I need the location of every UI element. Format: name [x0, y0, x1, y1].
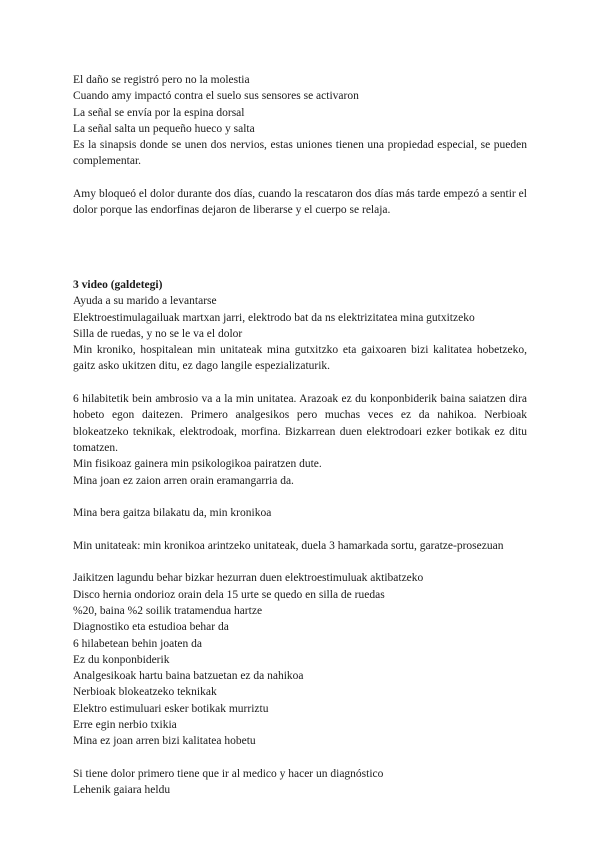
text-line: La señal salta un pequeño hueco y salta [73, 122, 255, 135]
list-item: Erre egin nerbio txikia [73, 718, 177, 731]
text-line: Ayuda a su marido a levantarse [73, 295, 217, 308]
spacer [73, 170, 527, 186]
min-kroniko-paragraph: Min kroniko, hospitalean min unitateak mina gutxitzko eta gaixoaren bizi kalitatea hobetzeko, gaitz asko ukitzen ditu, ez dago langile espezializaturik. [73, 344, 527, 373]
text-line: La señal se envía por la espina dorsal [73, 106, 245, 119]
text-line: Cuando amy impactó contra el suelo sus sensores se activaron [73, 90, 359, 103]
text-line: Mina joan ez zaion arren orain eramangarria da. [73, 474, 294, 487]
text-line: Silla de ruedas, y no se le va el dolor [73, 327, 243, 340]
amy-paragraph: Amy bloqueó el dolor durante dos días, cuando la rescataron dos días más tarde empezó a sentir el dolor porque las endorfinas dejaron de liberarse y el cuerpo se relaja. [73, 188, 527, 217]
list-item: Disco hernia ondorioz orain dela 15 urte se quedo en silla de ruedas [73, 588, 385, 601]
text-line: Elektroestimulagailuak martxan jarri, elektrodo bat da ns elektrizitatea mina gutxitzeko [73, 311, 475, 324]
spacer [73, 261, 527, 277]
spacer [73, 521, 527, 537]
document-body [73, 72, 527, 798]
text-line: Mina bera gaitza bilakatu da, min kronikoa [73, 507, 272, 520]
list-item: Nerbioak blokeatzeko teknikak [73, 686, 217, 699]
list-item: Elektro estimuluari esker botikak murriztu [73, 702, 269, 715]
text-line: Si tiene dolor primero tiene que ir al medico y hacer un diagnóstico [73, 767, 384, 780]
text-line: Lehenik gaiara heldu [73, 784, 171, 797]
section-heading: 3 video (galdetegi) [73, 278, 163, 291]
text-line: Min fisikoaz gainera min psikologikoa pairatzen dute. [73, 458, 322, 471]
list-item: %20, baina %2 soilik tratamendua hartze [73, 604, 263, 617]
list-item: Jaikitzen lagundu behar bizkar hezurran duen elektroestimuluak aktibatzeko [73, 572, 424, 585]
spacer [73, 750, 527, 766]
spacer [73, 219, 527, 261]
list-item: Ez du konponbiderik [73, 653, 170, 666]
spacer [73, 489, 527, 505]
notes-list [73, 570, 527, 749]
list-item: Diagnostiko eta estudioa behar da [73, 621, 229, 634]
ambrosio-paragraph: 6 hilabitetik bein ambrosio va a la min unitatea. Arazoak ez du konponbiderik baina saiatzen dira hobeto egon daitezen. Primero analgesikos pero muchas veces ez da nahikoa. Nerbioak blokeatzeko teknikak, elektrodoak, morfina. Bizkarrean duen elektrodoari ezker botikak ez ditu tomatzen. [73, 393, 527, 454]
spacer [73, 375, 527, 391]
spacer [73, 554, 527, 570]
text-line: El daño se registró pero no la molestia [73, 74, 250, 86]
list-item: Analgesikoak hartu baina batzuetan ez da nahikoa [73, 670, 304, 683]
text-line: Min unitateak: min kronikoa arintzeko unitateak, duela 3 hamarkada sortu, garatze-prosezuan [73, 539, 504, 552]
list-item: Mina ez joan arren bizi kalitatea hobetu [73, 735, 256, 748]
synapsis-paragraph: Es la sinapsis donde se unen dos nervios, estas uniones tienen una propiedad especial, se pueden complementar. [73, 139, 527, 168]
list-item: 6 hilabetean behin joaten da [73, 637, 203, 650]
